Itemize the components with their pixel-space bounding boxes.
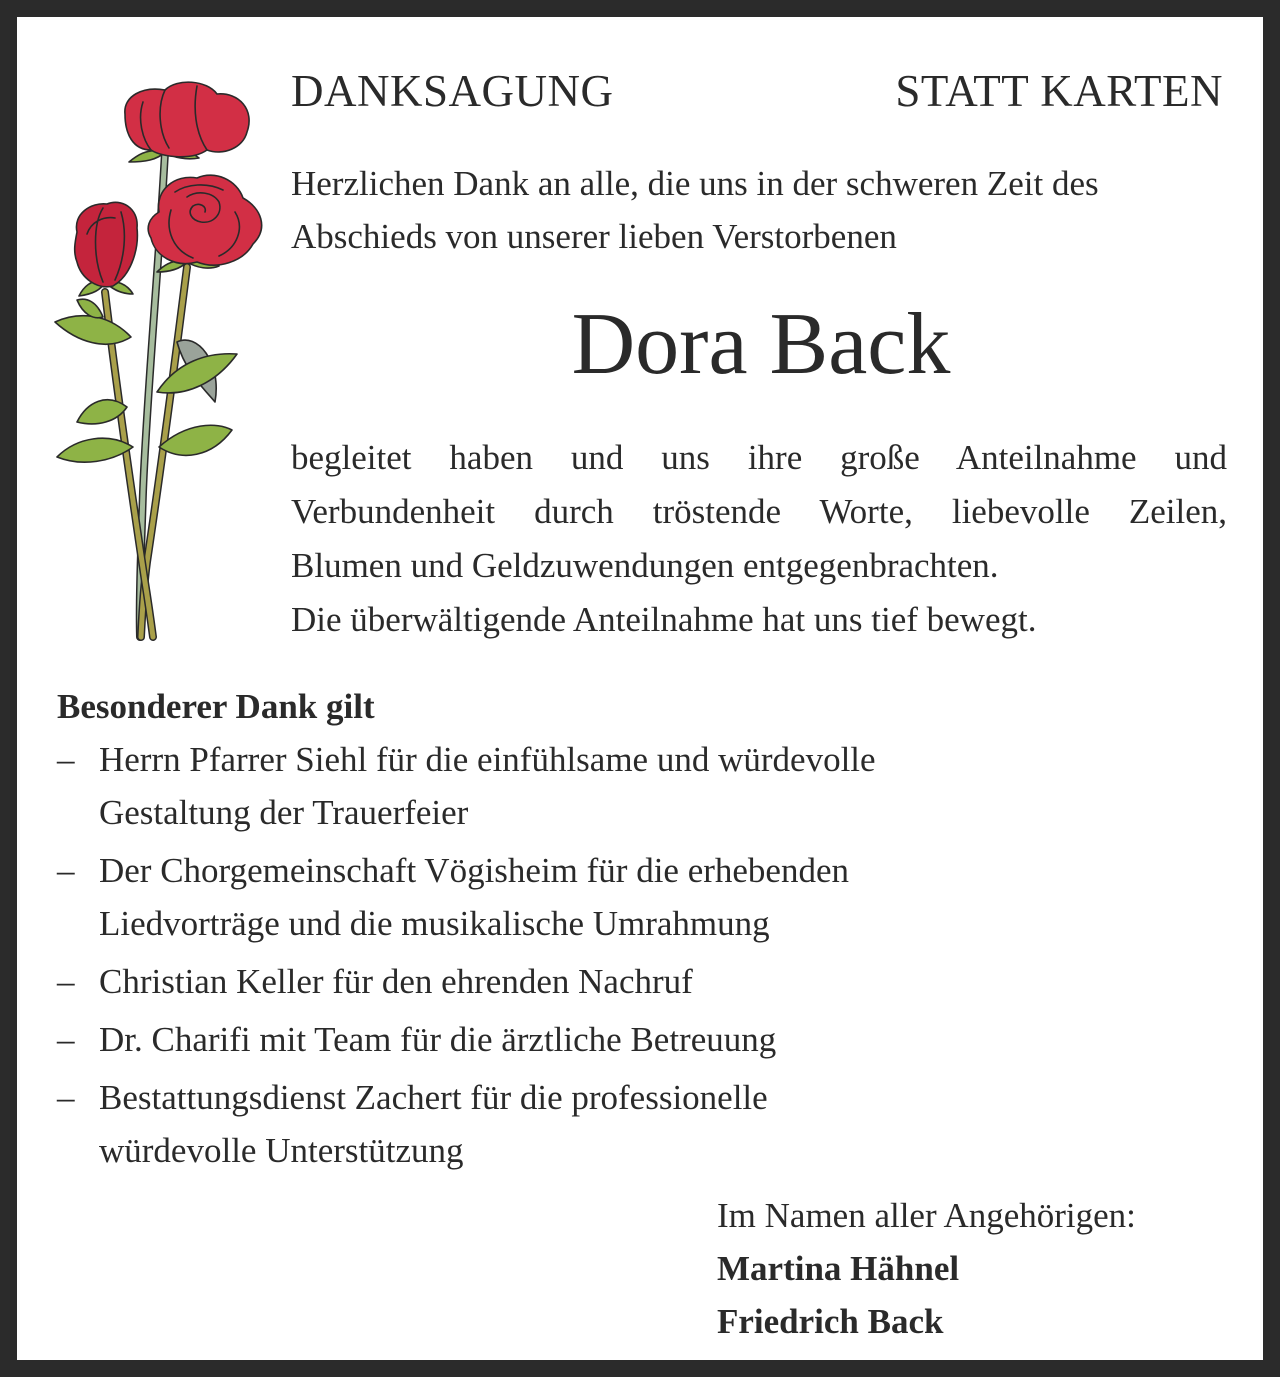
signature-intro: Im Namen aller Angehörigen: [717,1196,1136,1235]
header-statt-karten: STATT KARTEN [895,66,1223,116]
intro-line: Abschieds von unserer lieben Verstorbenen [291,217,897,256]
signature-block [717,1189,1136,1348]
thanks-item-line: Gestaltung der Trauerfeier [99,793,469,832]
roses-bouquet-icon [47,62,282,652]
thanks-item [57,955,1157,1008]
thanks-item-line: Herrn Pfarrer Siehl für die einfühlsame und würdevolle [99,740,876,779]
special-thanks-heading: Besonderer Dank gilt [57,687,375,726]
body-line: begleitet haben und uns ihre große Anteilnahme und [291,438,1227,477]
body-line: Blumen und Geldzuwendungen entgegenbrachten. [291,546,999,585]
thanks-item-line: Liedvorträge und die musikalische Umrahmung [99,904,770,943]
dash-bullet: – [57,1020,75,1059]
dash-bullet: – [57,1078,75,1117]
deceased-name: Dora Back [571,296,951,393]
body-line: Die überwältigende Anteilnahme hat uns tief bewegt. [291,600,1037,639]
thanks-item-line: Der Chorgemeinschaft Vögisheim für die erhebenden [99,851,850,890]
special-thanks-section [57,681,1157,1182]
thanks-item [57,733,1157,839]
thanks-item [57,1071,1157,1177]
dash-bullet: – [57,740,75,779]
intro-text [291,157,1231,263]
header-danksagung: DANKSAGUNG [291,66,614,116]
thanks-item [57,1013,1157,1066]
signature-name: Friedrich Back [717,1302,944,1341]
body-line: Verbundenheit durch tröstende Worte, liebevolle Zeilen, [291,492,1227,531]
dash-bullet: – [57,962,75,1001]
signature-name: Martina Hähnel [717,1249,960,1288]
obituary-card [17,17,1263,1360]
thanks-item [57,844,1157,950]
thanks-list [57,733,1157,1177]
body-text [291,431,1227,647]
thanks-item-line: Bestattungsdienst Zachert für die professionelle [99,1078,768,1117]
thanks-item-line: Christian Keller für den ehrenden Nachruf [99,962,693,1001]
thanks-item-line: Dr. Charifi mit Team für die ärztliche Betreuung [99,1020,777,1059]
intro-line: Herzlichen Dank an alle, die uns in der schweren Zeit des [291,164,1099,203]
dash-bullet: – [57,851,75,890]
thanks-item-line: würdevolle Unterstützung [99,1131,464,1170]
